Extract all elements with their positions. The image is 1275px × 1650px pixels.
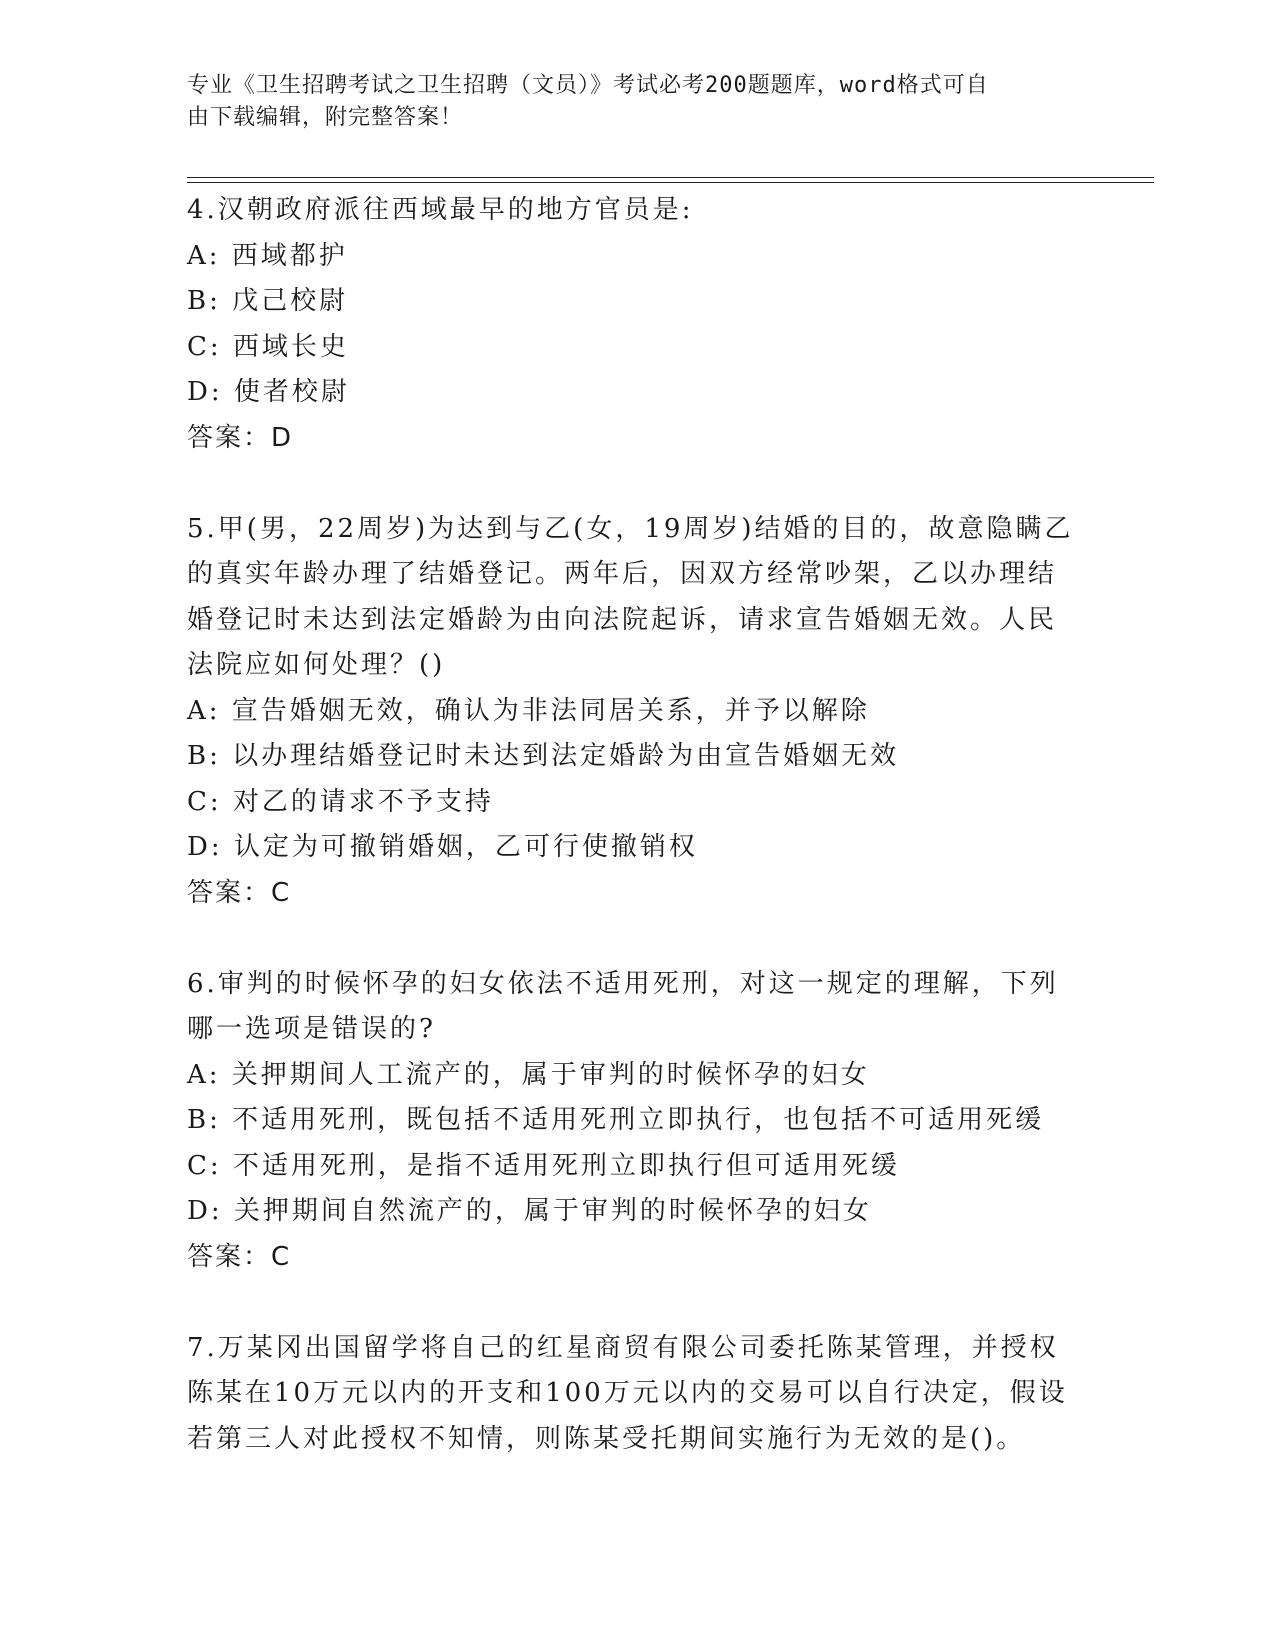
option: A: 宣告婚姻无效，确认为非法同居关系，并予以解除 (187, 695, 870, 726)
question-text: 4.汉朝政府派往西域最早的地方官员是: (187, 195, 694, 225)
question-block (187, 1326, 1087, 1463)
question-text: 7.万某冈出国留学将自己的红星商贸有限公司委托陈某管理，并授权 (187, 1332, 1059, 1363)
question-text: 的真实年龄办理了结婚登记。两年后，因双方经常吵架，乙以办理结 (187, 559, 1058, 589)
answer: 答案：C (187, 877, 292, 908)
option: D: 认定为可撤销婚姻，乙可行使撤销权 (187, 832, 698, 862)
question-text: 法院应如何处理？() (187, 650, 446, 680)
question-text: 哪一选项是错误的? (187, 1014, 436, 1044)
option: A: 关押期间人工流产的，属于审判的时候怀孕的妇女 (187, 1059, 870, 1090)
spacer (187, 461, 1087, 507)
question-text: 陈某在10万元以内的开支和100万元以内的交易可以自行决定，假设 (187, 1378, 1068, 1408)
document-header (187, 70, 1067, 134)
question-text: 婚登记时未达到法定婚龄为由向法院起诉，请求宣告婚姻无效。人民 (187, 604, 1058, 635)
option: C: 对乙的请求不予支持 (187, 786, 494, 817)
question-block (187, 962, 1087, 1281)
spacer (187, 1280, 1087, 1326)
answer: 答案：C (187, 1241, 292, 1272)
question-block (187, 188, 1087, 461)
option: D: 关押期间自然流产的，属于审判的时候怀孕的妇女 (187, 1196, 872, 1226)
option: A: 西域都护 (187, 240, 348, 271)
option: B: 以办理结婚登记时未达到法定婚龄为由宣告婚姻无效 (187, 741, 900, 771)
question-block (187, 507, 1087, 917)
answer: 答案：D (187, 422, 294, 453)
header-divider (187, 182, 1154, 183)
header-line: 专业《卫生招聘考试之卫生招聘（文员）》考试必考200题题库，word格式可自 (187, 73, 989, 98)
option: B: 不适用死刑，既包括不适用死刑立即执行，也包括不可适用死缓 (187, 1105, 1045, 1135)
spacer (187, 916, 1087, 962)
question-text: 若第三人对此授权不知情，则陈某受托期间实施行为无效的是()。 (187, 1423, 1026, 1454)
question-text: 6.审判的时候怀孕的妇女依法不适用死刑，对这一规定的理解，下列 (187, 968, 1059, 999)
header-divider (187, 177, 1154, 178)
option: D: 使者校尉 (187, 377, 350, 407)
question-list (187, 188, 1087, 1462)
option: B: 戊己校尉 (187, 286, 349, 316)
header-line: 由下载编辑，附完整答案！ (187, 105, 464, 130)
question-text: 5.甲(男，22周岁)为达到与乙(女，19周岁)结婚的目的，故意隐瞒乙 (187, 513, 1074, 544)
option: C: 不适用死刑，是指不适用死刑立即执行但可适用死缓 (187, 1150, 900, 1181)
option: C: 西域长史 (187, 331, 349, 362)
